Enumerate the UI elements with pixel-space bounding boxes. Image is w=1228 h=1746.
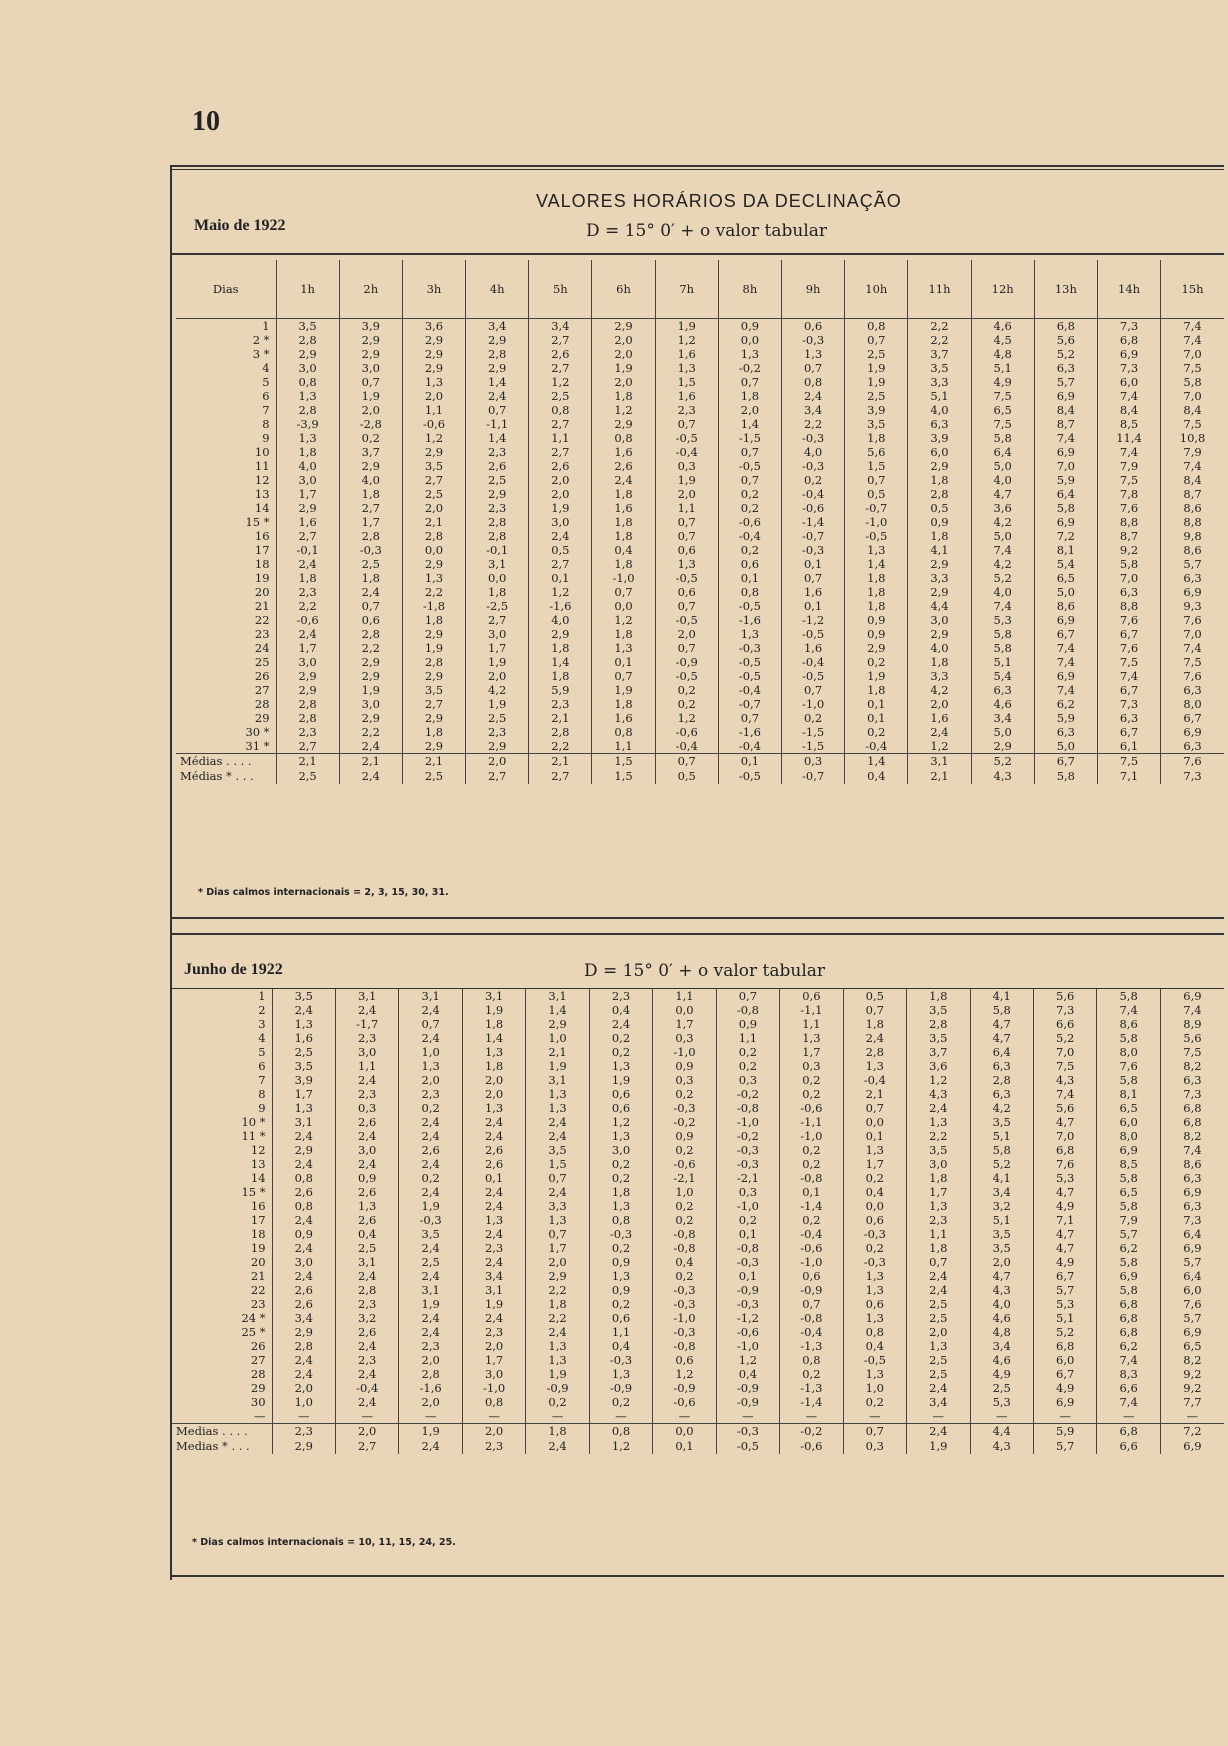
- hour-header: 8h: [718, 260, 781, 319]
- medias-row: [176, 754, 1224, 785]
- data-row: [176, 319, 1224, 754]
- hour-column: 1,8 3,5 2,8 3,5 3,7 3,6 1,2 4,3 2,4 1,3 2,2 3,5 3,0 1,8 1,7 1,3 2,3 1,1 1,8 0,7 2,4 2,4 2,5 2,5 2,0 1,3 2,5 2,5 2,4 3,4 —: [907, 989, 970, 1424]
- hour-column: 3,5 2,8 2,9 3,0 0,8 1,3 2,8 -3,9 1,3 1,8 4,0 3,0 1,7 2,9 1,6 2,7 -0,1 2,4 1,8 2,3 2,2 -0,6 2,4 1,7 3,0 2,9 2,9 2,8 2,8 2,3 2,7: [276, 319, 339, 754]
- hour-header: 1h: [276, 260, 339, 319]
- medias-value: 0,8 1,2: [589, 1424, 652, 1455]
- medias-value: 6,7 5,8: [1034, 754, 1097, 785]
- day-column: 1 2 3 4 5 6 7 8 9 10 * 11 * 12 13 14 15 * 16 17 18 19 20 21 22 23 24 * 25 * 26 27 28 29 30 —: [241, 989, 266, 1423]
- hour-header: 13h: [1034, 260, 1097, 319]
- maio-table: [176, 260, 1224, 784]
- hour-column: 2,2 2,2 3,7 3,5 3,3 5,1 4,0 6,3 3,9 6,0 2,9 1,8 2,8 0,5 0,9 1,8 4,1 2,9 3,3 2,9 4,4 3,0 2,9 4,0 1,8 3,3 4,2 2,0 1,6 2,4 1,2: [908, 319, 971, 754]
- medias-value: 1,9 2,4: [399, 1424, 462, 1455]
- hour-column: 0,6 -1,1 1,1 1,3 1,7 0,3 0,2 0,2 -0,6 -1,1 -1,0 0,2 0,2 -0,8 0,1 -1,4 0,2 -0,4 -0,6 -1,0 0,6 -0,9 0,7 -0,8 -0,4 -1,3 0,8 0,2 -1,3 -1,4 —: [780, 989, 843, 1424]
- medias-value: 2,3 2,9: [272, 1424, 335, 1455]
- hour-header: 7h: [655, 260, 718, 319]
- day-column: 1 2 * 3 * 4 5 6 7 8 9 10 11 12 13 14 15 * 16 17 18 19 20 21 22 23 24 25 26 27 28 29 30 * 31 *: [245, 319, 270, 753]
- header-row: [176, 260, 1224, 319]
- medias-value: 1,8 2,4: [526, 1424, 589, 1455]
- page-number: 10: [192, 106, 220, 137]
- medias-value: 1,4 0,4: [845, 754, 908, 785]
- medias-value: 7,6 7,3: [1161, 754, 1224, 785]
- hour-column: 4,6 4,5 4,8 5,1 4,9 7,5 6,5 7,5 5,8 6,4 5,0 4,0 4,7 3,6 4,2 5,0 7,4 4,2 5,2 4,0 7,4 5,3 5,8 5,8 5,1 5,4 6,3 4,6 3,4 5,0 2,9: [971, 319, 1034, 754]
- medias-value: 0,0 0,1: [653, 1424, 716, 1455]
- medias-value: 0,7 0,5: [655, 754, 718, 785]
- medias-value: 0,1 -0,5: [718, 754, 781, 785]
- hour-header: 12h: [971, 260, 1034, 319]
- junho-table: [172, 989, 1224, 1454]
- medias-value: 7,5 7,1: [1097, 754, 1160, 785]
- medias-value: -0,2 -0,6: [780, 1424, 843, 1455]
- hour-column: 0,5 0,7 1,8 2,4 2,8 1,3 -0,4 2,1 0,7 0,0 0,1 1,3 1,7 0,2 0,4 0,0 0,6 -0,3 0,2 -0,3 1,3 1,3 0,6 1,3 0,8 0,4 -0,5 1,3 1,0 0,2 —: [843, 989, 906, 1424]
- hour-column: 2,9 2,0 2,0 1,9 2,0 1,8 1,2 2,9 0,8 1,6 2,6 2,4 1,8 1,6 1,8 1,8 0,4 1,8 -1,0 0,7 0,0 1,2 1,8 1,3 0,1 0,7 1,9 1,8 1,6 0,8 1,1: [592, 319, 655, 754]
- medias-label: Medias . . . . Medias * . . .: [172, 1424, 272, 1455]
- medias-value: 0,3 -0,7: [782, 754, 845, 785]
- hour-column: 3,1 1,4 2,9 1,0 2,1 1,9 3,1 1,3 1,3 2,4 2,4 3,5 1,5 0,7 2,4 3,3 1,3 0,7 1,7 2,0 2,9 2,2 1,8 2,2 2,4 1,3 1,3 1,9 -0,9 0,2 —: [526, 989, 589, 1424]
- hour-column: 1,1 0,0 1,7 0,3 -1,0 0,9 0,3 0,2 -0,3 -0,2 0,9 0,2 -0,6 -2,1 1,0 0,2 0,2 -0,8 -0,8 0,4 0,2 -0,3 -0,3 -1,0 -0,3 -0,8 0,6 1,2 -0,9 -0,6 —: [653, 989, 716, 1424]
- medias-value: -0,3 -0,5: [716, 1424, 779, 1455]
- hour-header: 3h: [402, 260, 465, 319]
- junho-formula: D = 15° 0′ + o valor tabular: [584, 961, 826, 981]
- medias-value: 1,5 1,5: [592, 754, 655, 785]
- hour-column: 1,9 1,2 1,6 1,3 1,5 1,6 2,3 0,7 -0,5 -0,4 0,3 1,9 2,0 1,1 0,7 0,7 0,6 1,3 -0,5 0,6 0,7 -0,5 2,0 0,7 -0,9 -0,5 0,2 0,2 1,2 -0,6 -0,4: [655, 319, 718, 754]
- medias-value: 2,4 1,9: [907, 1424, 970, 1455]
- medias-value: 2,1 2,5: [402, 754, 465, 785]
- hour-header: 6h: [592, 260, 655, 319]
- hour-header: 4h: [466, 260, 529, 319]
- hour-column: 6,8 5,6 5,2 6,3 5,7 6,9 8,4 8,7 7,4 6,9 7,0 5,9 6,4 5,8 6,9 7,2 8,1 5,4 6,5 5,0 8,6 6,9 6,7 7,4 7,4 6,9 7,4 6,2 5,9 6,3 5,0: [1034, 319, 1097, 754]
- hour-header: 11h: [908, 260, 971, 319]
- hour-column: 0,7 -0,8 0,9 1,1 0,2 0,2 0,3 -0,2 -0,8 -1,0 -0,2 -0,3 -0,3 -2,1 0,3 -1,0 0,2 0,1 -0,8 -0,3 0,1 -0,9 -0,3 -1,2 -0,6 -1,0 1,2 0,4 -0,9 -0,9 —: [716, 989, 779, 1424]
- medias-value: 2,0 2,3: [462, 1424, 525, 1455]
- medias-value: 3,1 2,1: [908, 754, 971, 785]
- hour-column: 4,1 5,8 4,7 4,7 6,4 6,3 2,8 6,3 4,2 3,5 5,1 5,8 5,2 4,1 3,4 3,2 5,1 3,5 3,5 2,0 4,7 4,3 4,0 4,6 4,8 3,4 4,6 4,9 2,5 5,3 —: [970, 989, 1033, 1424]
- hour-column: 0,6 -0,3 1,3 0,7 0,8 2,4 3,4 2,2 -0,3 4,0 -0,3 0,2 -0,4 -0,6 -1,4 -0,7 -0,3 0,1 0,7 1,6 0,1 -1,2 -0,5 1,6 -0,4 -0,5 0,7 -1,0 0,2 -1,5 -1,5: [782, 319, 845, 754]
- medias-row: [172, 1424, 1224, 1455]
- hour-column: 7,3 6,8 6,9 7,3 6,0 7,4 8,4 8,5 11,4 7,4 7,9 7,5 7,8 7,6 8,8 8,7 9,2 5,8 7,0 6,3 8,8 7,6 6,7 7,6 7,5 7,4 6,7 7,3 6,3 6,7 6,1: [1097, 319, 1160, 754]
- maio-heading: Maio de 1922: [194, 217, 286, 234]
- medias-value: 7,2 6,9: [1160, 1424, 1224, 1455]
- table-frame: [170, 165, 1224, 1580]
- medias-value: 5,9 5,7: [1033, 1424, 1096, 1455]
- junho-heading: Junho de 1922: [184, 961, 283, 978]
- hour-column: 0,9 0,0 1,3 -0,2 0,7 1,8 2,0 1,4 -1,5 0,7 -0,5 0,7 0,2 0,2 -0,6 -0,4 0,2 0,6 0,1 0,8 -0,5 -1,6 1,3 -0,3 -0,5 -0,5 -0,4 -0,7 0,7 -1,6 -0,4: [718, 319, 781, 754]
- hour-column: 3,1 1,9 1,8 1,4 1,3 1,8 2,0 2,0 1,3 2,4 2,4 2,6 2,6 0,1 2,4 2,4 1,3 2,4 2,3 2,4 3,4 3,1 1,9 2,4 2,3 2,0 1,7 3,0 -1,0 0,8 —: [462, 989, 525, 1424]
- days-header: Dias: [176, 260, 276, 319]
- medias-value: 4,4 4,3: [970, 1424, 1033, 1455]
- hour-column: 7,4 7,4 7,0 7,5 5,8 7,0 8,4 7,5 10,8 7,9 7,4 8,4 8,7 8,6 8,8 9,8 8,6 5,7 6,3 6,9 9,3 7,6 7,0 7,4 7,5 7,6 6,3 8,0 6,7 6,9 6,3: [1161, 319, 1224, 754]
- maio-formula: D = 15° 0′ + o valor tabular: [586, 221, 828, 241]
- junho-footnote: * Dias calmos internacionais = 10, 11, 15, 24, 25.: [192, 1537, 456, 1548]
- hour-header: 5h: [529, 260, 592, 319]
- medias-value: 2,0 2,7: [466, 754, 529, 785]
- hour-column: 3,5 2,4 1,3 1,6 2,5 3,5 3,9 1,7 1,3 3,1 2,4 2,9 2,4 0,8 2,6 0,8 2,4 0,9 2,4 3,0 2,4 2,6 2,6 3,4 2,9 2,8 2,4 2,4 2,0 1,0 —: [272, 989, 335, 1424]
- hour-column: 3,6 2,9 2,9 2,9 1,3 2,0 1,1 -0,6 1,2 2,9 3,5 2,7 2,5 2,0 2,1 2,8 0,0 2,9 1,3 2,2 -1,8 1,8 2,9 1,9 2,8 2,9 3,5 2,7 2,9 1,8 2,9: [402, 319, 465, 754]
- medias-value: 5,2 4,3: [971, 754, 1034, 785]
- hour-header: 2h: [339, 260, 402, 319]
- medias-value: 6,8 6,6: [1097, 1424, 1160, 1455]
- hour-column: 3,4 2,7 2,6 2,7 1,2 2,5 0,8 2,7 1,1 2,7 2,6 2,0 2,0 1,9 3,0 2,4 0,5 2,7 0,1 1,2 -1,6 4,0 2,9 1,8 1,4 1,8 5,9 2,3 2,1 2,8 2,2: [529, 319, 592, 754]
- medias-value: 2,1 2,5: [276, 754, 339, 785]
- hour-header: 9h: [782, 260, 845, 319]
- medias-label: Médias . . . . Médias * . . .: [176, 754, 276, 785]
- maio-footnote: * Dias calmos internacionais = 2, 3, 15, 30, 31.: [198, 887, 449, 898]
- data-row: [172, 989, 1224, 1424]
- hour-column: 3,9 2,9 2,9 3,0 0,7 1,9 2,0 -2,8 0,2 3,7 2,9 4,0 1,8 2,7 1,7 2,8 -0,3 2,5 1,8 2,4 0,7 0,6 2,8 2,2 2,9 2,9 1,9 3,0 2,9 2,2 2,4: [339, 319, 402, 754]
- main-title: VALORES HORÁRIOS DA DECLINAÇÃO: [536, 191, 902, 211]
- hour-column: 5,6 7,3 6,6 5,2 7,0 7,5 4,3 7,4 5,6 4,7 7,0 6,8 7,6 5,3 4,7 4,9 7,1 4,7 4,7 4,9 6,7 5,7 5,3 5,1 5,2 6,8 6,0 6,7 4,9 6,9 —: [1033, 989, 1096, 1424]
- hour-column: 0,8 0,7 2,5 1,9 1,9 2,5 3,9 3,5 1,8 5,6 1,5 0,7 0,5 -0,7 -1,0 -0,5 1,3 1,4 1,8 1,8 1,8 0,9 0,9 2,9 0,2 1,9 1,8 0,1 0,1 0,2 -0,4: [845, 319, 908, 754]
- hour-header: 10h: [845, 260, 908, 319]
- medias-value: 0,7 0,3: [843, 1424, 906, 1455]
- hour-column: 2,3 0,4 2,4 0,2 0,2 1,3 1,9 0,6 0,6 1,2 1,3 3,0 0,2 0,2 1,8 1,3 0,8 -0,3 0,2 0,9 1,3 0,9 0,2 0,6 1,1 0,4 -0,3 1,3 -0,9 0,2 —: [589, 989, 652, 1424]
- hour-column: 3,4 2,9 2,8 2,9 1,4 2,4 0,7 -1,1 1,4 2,3 2,6 2,5 2,9 2,3 2,8 2,8 -0,1 3,1 0,0 1,8 -2,5 2,7 3,0 1,7 1,9 2,0 4,2 1,9 2,5 2,3 2,9: [466, 319, 529, 754]
- hour-column: 6,9 7,4 8,9 5,6 7,5 8,2 6,3 7,3 6,8 6,8 8,2 7,4 8,6 6,3 6,9 6,3 7,3 6,4 6,9 5,7 6,4 6,0 7,6 5,7 6,9 6,5 8,2 9,2 9,2 7,7 —: [1160, 989, 1224, 1424]
- medias-value: 2,1 2,4: [339, 754, 402, 785]
- section-junho: [172, 933, 1224, 1580]
- hour-column: 3,1 2,4 -1,7 2,3 3,0 1,1 2,4 2,3 0,3 2,6 2,4 3,0 2,4 0,9 2,6 1,3 2,6 0,4 2,5 3,1 2,4 2,8 2,3 3,2 2,6 2,4 2,3 2,4 -0,4 2,4 —: [335, 989, 398, 1424]
- hour-column: 5,8 7,4 8,6 5,8 8,0 7,6 5,8 8,1 6,5 6,0 8,0 6,9 8,5 5,8 6,5 5,8 7,9 5,7 6,2 5,8 6,9 5,8 6,8 6,8 6,8 6,2 7,4 8,3 6,6 7,4 —: [1097, 989, 1160, 1424]
- hour-header: 15h: [1161, 260, 1224, 319]
- medias-value: 2,0 2,7: [335, 1424, 398, 1455]
- medias-value: 2,1 2,7: [529, 754, 592, 785]
- section-maio: [172, 165, 1224, 925]
- hour-column: 3,1 2,4 0,7 2,4 1,0 1,3 2,0 2,3 0,2 2,4 2,4 2,6 2,4 0,2 2,4 1,9 -0,3 3,5 2,4 2,5 2,4 3,1 1,9 2,4 2,4 2,3 2,0 2,8 -1,6 2,0 —: [399, 989, 462, 1424]
- hour-header: 14h: [1097, 260, 1160, 319]
